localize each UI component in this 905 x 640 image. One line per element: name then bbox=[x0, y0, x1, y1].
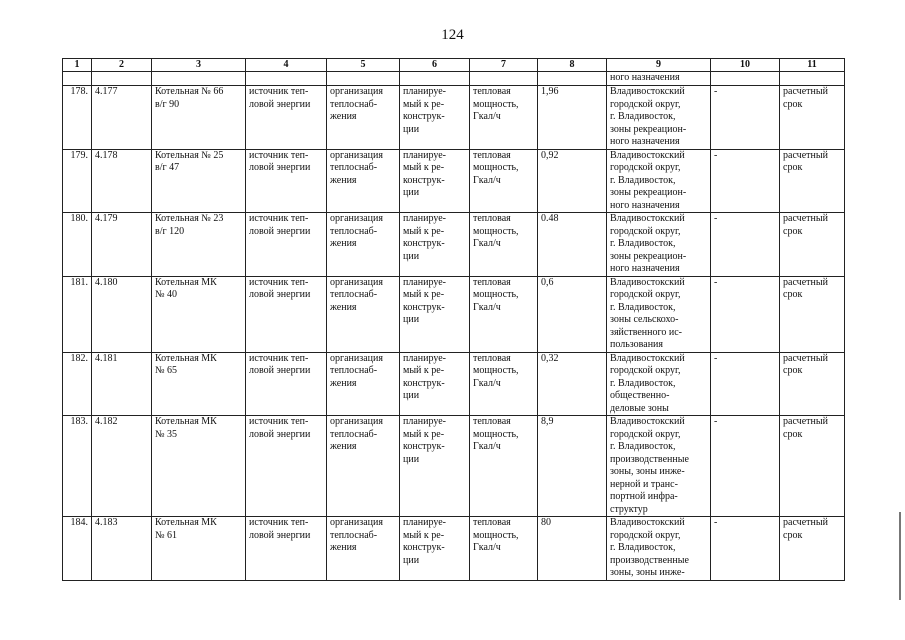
row-number-cell: 178. bbox=[63, 86, 92, 150]
location-cell: Владивостокский городской округ, г. Владивосток, производственные зоны, зоны инже- нерной и транс- портной инфра- структур bbox=[607, 416, 711, 517]
location-cell: Владивостокский городской округ, г. Владивосток, зоны рекреацион- ного назначения bbox=[607, 213, 711, 277]
organization-cell: организация теплоснаб- жения bbox=[327, 352, 400, 416]
header-row bbox=[63, 59, 845, 72]
object-type-cell: источник теп- ловой энергии bbox=[246, 352, 327, 416]
object-name-cell: Котельная МК № 61 bbox=[152, 517, 246, 581]
value-cell: 0,6 bbox=[538, 276, 607, 352]
term-cell: расчетный срок bbox=[780, 86, 845, 150]
table-row bbox=[63, 352, 845, 416]
organization-cell: организация теплоснаб- жения bbox=[327, 517, 400, 581]
col-header-7: 7 bbox=[470, 59, 538, 72]
parameter-cell: тепловая мощность, Гкал/ч bbox=[470, 517, 538, 581]
table-row bbox=[63, 517, 845, 581]
row-number-cell: 183. bbox=[63, 416, 92, 517]
value-cell: 0.48 bbox=[538, 213, 607, 277]
object-id-cell: 4.181 bbox=[92, 352, 152, 416]
parameter-cell: тепловая мощность, Гкал/ч bbox=[470, 276, 538, 352]
parameter-cell: тепловая мощность, Гкал/ч bbox=[470, 149, 538, 213]
location-cell: ного назначения bbox=[607, 72, 711, 86]
row-number-cell: 182. bbox=[63, 352, 92, 416]
col10-cell: - bbox=[711, 517, 780, 581]
object-type-cell: источник теп- ловой энергии bbox=[246, 276, 327, 352]
parameter-cell: тепловая мощность, Гкал/ч bbox=[470, 352, 538, 416]
object-id-cell: 4.179 bbox=[92, 213, 152, 277]
organization-cell: организация теплоснаб- жения bbox=[327, 149, 400, 213]
table-row bbox=[63, 86, 845, 150]
col-header-8: 8 bbox=[538, 59, 607, 72]
location-cell: Владивостокский городской округ, г. Владивосток, производственные зоны, зоны инже- bbox=[607, 517, 711, 581]
parameter-cell: тепловая мощность, Гкал/ч bbox=[470, 213, 538, 277]
col-header-6: 6 bbox=[400, 59, 470, 72]
value-cell: 1,96 bbox=[538, 86, 607, 150]
col10-cell: - bbox=[711, 416, 780, 517]
col10-cell: - bbox=[711, 276, 780, 352]
col-header-3: 3 bbox=[152, 59, 246, 72]
object-type-cell: источник теп- ловой энергии bbox=[246, 86, 327, 150]
scan-edge-mark bbox=[899, 512, 901, 600]
table-row bbox=[63, 416, 845, 517]
term-cell: расчетный срок bbox=[780, 517, 845, 581]
object-type-cell: источник теп- ловой энергии bbox=[246, 517, 327, 581]
organization-cell: организация теплоснаб- жения bbox=[327, 416, 400, 517]
object-id-cell: 4.178 bbox=[92, 149, 152, 213]
value-cell: 8,9 bbox=[538, 416, 607, 517]
term-cell: расчетный срок bbox=[780, 213, 845, 277]
object-id-cell: 4.180 bbox=[92, 276, 152, 352]
col10-cell: - bbox=[711, 86, 780, 150]
location-cell: Владивостокский городской округ, г. Владивосток, зоны рекреацион- ного назначения bbox=[607, 86, 711, 150]
object-name-cell: Котельная МК № 35 bbox=[152, 416, 246, 517]
row-number-cell: 184. bbox=[63, 517, 92, 581]
object-type-cell: источник теп- ловой энергии bbox=[246, 416, 327, 517]
object-id-cell: 4.183 bbox=[92, 517, 152, 581]
term-cell: расчетный срок bbox=[780, 352, 845, 416]
status-cell: планируе- мый к ре- конструк- ции bbox=[400, 86, 470, 150]
object-name-cell: Котельная МК № 65 bbox=[152, 352, 246, 416]
col-header-4: 4 bbox=[246, 59, 327, 72]
col10-cell: - bbox=[711, 213, 780, 277]
data-table bbox=[62, 58, 845, 581]
location-cell: Владивостокский городской округ, г. Владивосток, общественно- деловые зоны bbox=[607, 352, 711, 416]
term-cell: расчетный срок bbox=[780, 416, 845, 517]
object-name-cell: Котельная № 66 в/г 90 bbox=[152, 86, 246, 150]
organization-cell: организация теплоснаб- жения bbox=[327, 86, 400, 150]
object-type-cell: источник теп- ловой энергии bbox=[246, 213, 327, 277]
row-number-cell: 179. bbox=[63, 149, 92, 213]
status-cell: планируе- мый к ре- конструк- ции bbox=[400, 213, 470, 277]
row-number-cell: 181. bbox=[63, 276, 92, 352]
location-cell: Владивостокский городской округ, г. Владивосток, зоны сельскохо- зяйственного ис- пользования bbox=[607, 276, 711, 352]
table-row bbox=[63, 276, 845, 352]
col-header-9: 9 bbox=[607, 59, 711, 72]
col-header-11: 11 bbox=[780, 59, 845, 72]
parameter-cell: тепловая мощность, Гкал/ч bbox=[470, 416, 538, 517]
status-cell: планируе- мый к ре- конструк- ции bbox=[400, 517, 470, 581]
continuation-row bbox=[63, 72, 845, 86]
parameter-cell: тепловая мощность, Гкал/ч bbox=[470, 86, 538, 150]
organization-cell: организация теплоснаб- жения bbox=[327, 276, 400, 352]
status-cell: планируе- мый к ре- конструк- ции bbox=[400, 276, 470, 352]
page-number: 124 bbox=[441, 27, 464, 43]
term-cell: расчетный срок bbox=[780, 149, 845, 213]
col-header-1: 1 bbox=[63, 59, 92, 72]
organization-cell: организация теплоснаб- жения bbox=[327, 213, 400, 277]
row-number-cell: 180. bbox=[63, 213, 92, 277]
col-header-5: 5 bbox=[327, 59, 400, 72]
object-name-cell: Котельная № 25 в/г 47 bbox=[152, 149, 246, 213]
status-cell: планируе- мый к ре- конструк- ции bbox=[400, 149, 470, 213]
term-cell: расчетный срок bbox=[780, 276, 845, 352]
table-row bbox=[63, 213, 845, 277]
status-cell: планируе- мый к ре- конструк- ции bbox=[400, 352, 470, 416]
col10-cell: - bbox=[711, 149, 780, 213]
value-cell: 0,92 bbox=[538, 149, 607, 213]
col-header-10: 10 bbox=[711, 59, 780, 72]
col-header-2: 2 bbox=[92, 59, 152, 72]
object-type-cell: источник теп- ловой энергии bbox=[246, 149, 327, 213]
col10-cell: - bbox=[711, 352, 780, 416]
object-id-cell: 4.177 bbox=[92, 86, 152, 150]
object-name-cell: Котельная МК № 40 bbox=[152, 276, 246, 352]
value-cell: 80 bbox=[538, 517, 607, 581]
location-cell: Владивостокский городской округ, г. Владивосток, зоны рекреацион- ного назначения bbox=[607, 149, 711, 213]
value-cell: 0,32 bbox=[538, 352, 607, 416]
object-id-cell: 4.182 bbox=[92, 416, 152, 517]
object-name-cell: Котельная № 23 в/г 120 bbox=[152, 213, 246, 277]
status-cell: планируе- мый к ре- конструк- ции bbox=[400, 416, 470, 517]
table-row bbox=[63, 149, 845, 213]
